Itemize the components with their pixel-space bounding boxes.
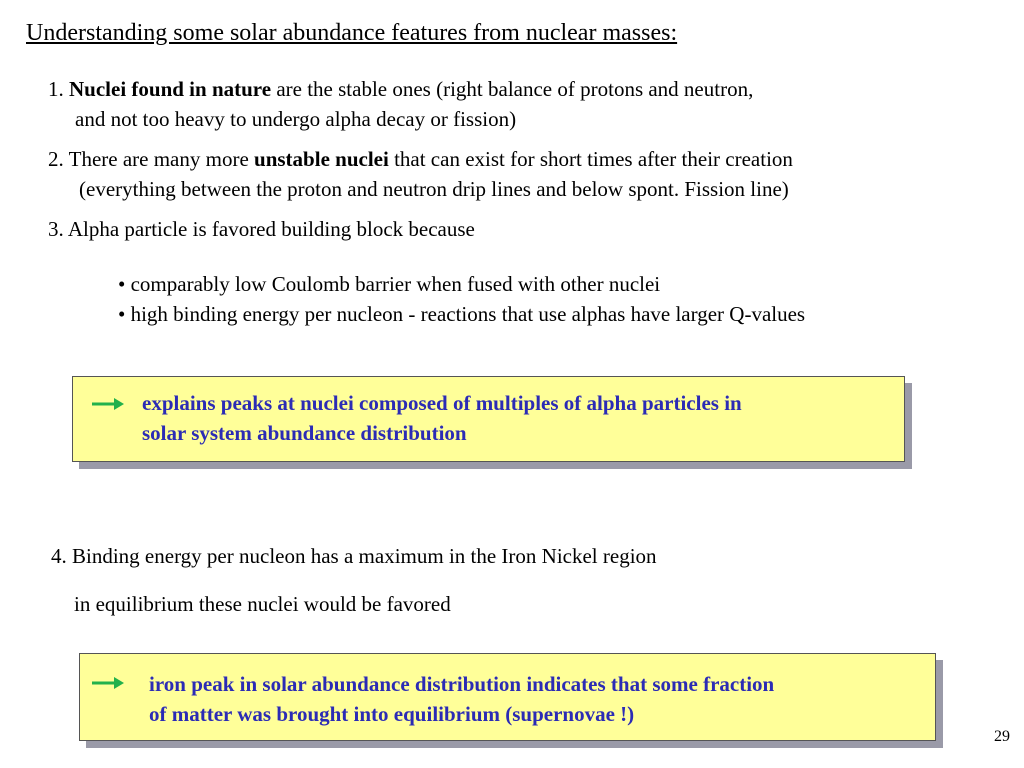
point-1-line-2: and not too heavy to undergo alpha decay or fission) [75, 107, 517, 131]
point-2-line-1 [48, 144, 793, 174]
right-arrow-icon [91, 675, 125, 691]
point-2 [48, 144, 793, 204]
point-4-line-2: in equilibrium these nuclei would be favored [74, 592, 451, 616]
point-1-bold: Nuclei found in nature [69, 77, 272, 101]
callout-line-2: of matter was brought into equilibrium (supernovae !) [149, 702, 635, 726]
callout-iron-peak [79, 653, 936, 741]
callout-alpha-peaks-text [142, 388, 742, 448]
list-item: • high binding energy per nucleon - reactions that use alphas have larger Q-values [118, 302, 806, 326]
point-1-prefix: 1. [48, 77, 69, 101]
point-3: 3. Alpha particle is favored building block because [48, 217, 475, 241]
alpha-reasons-list [118, 269, 805, 329]
point-1-rest: are the stable ones (right balance of protons and neutron, [271, 77, 754, 101]
point-1-line-1 [48, 74, 753, 104]
point-2-rest: that can exist for short times after their creation [388, 147, 793, 171]
slide-title: Understanding some solar abundance features from nuclear masses: [26, 20, 678, 46]
callout-alpha-peaks [72, 376, 905, 462]
list-item: • comparably low Coulomb barrier when fused with other nuclei [118, 272, 661, 296]
point-2-prefix: 2. There are many more [48, 147, 255, 171]
point-2-line-2: (everything between the proton and neutron drip lines and below spont. Fission line) [79, 177, 789, 201]
point-1 [48, 74, 753, 134]
callout-line-2: solar system abundance distribution [142, 421, 467, 445]
point-2-bold: unstable nuclei [254, 147, 389, 171]
callout-iron-peak-text [149, 669, 774, 729]
callout-line-1: explains peaks at nuclei composed of multiples of alpha particles in [142, 391, 742, 415]
right-arrow-icon [91, 396, 125, 412]
page-number: 29 [994, 728, 1010, 745]
point-4: 4. Binding energy per nucleon has a maximum in the Iron Nickel region [51, 544, 657, 568]
callout-line-1: iron peak in solar abundance distribution indicates that some fraction [149, 672, 775, 696]
